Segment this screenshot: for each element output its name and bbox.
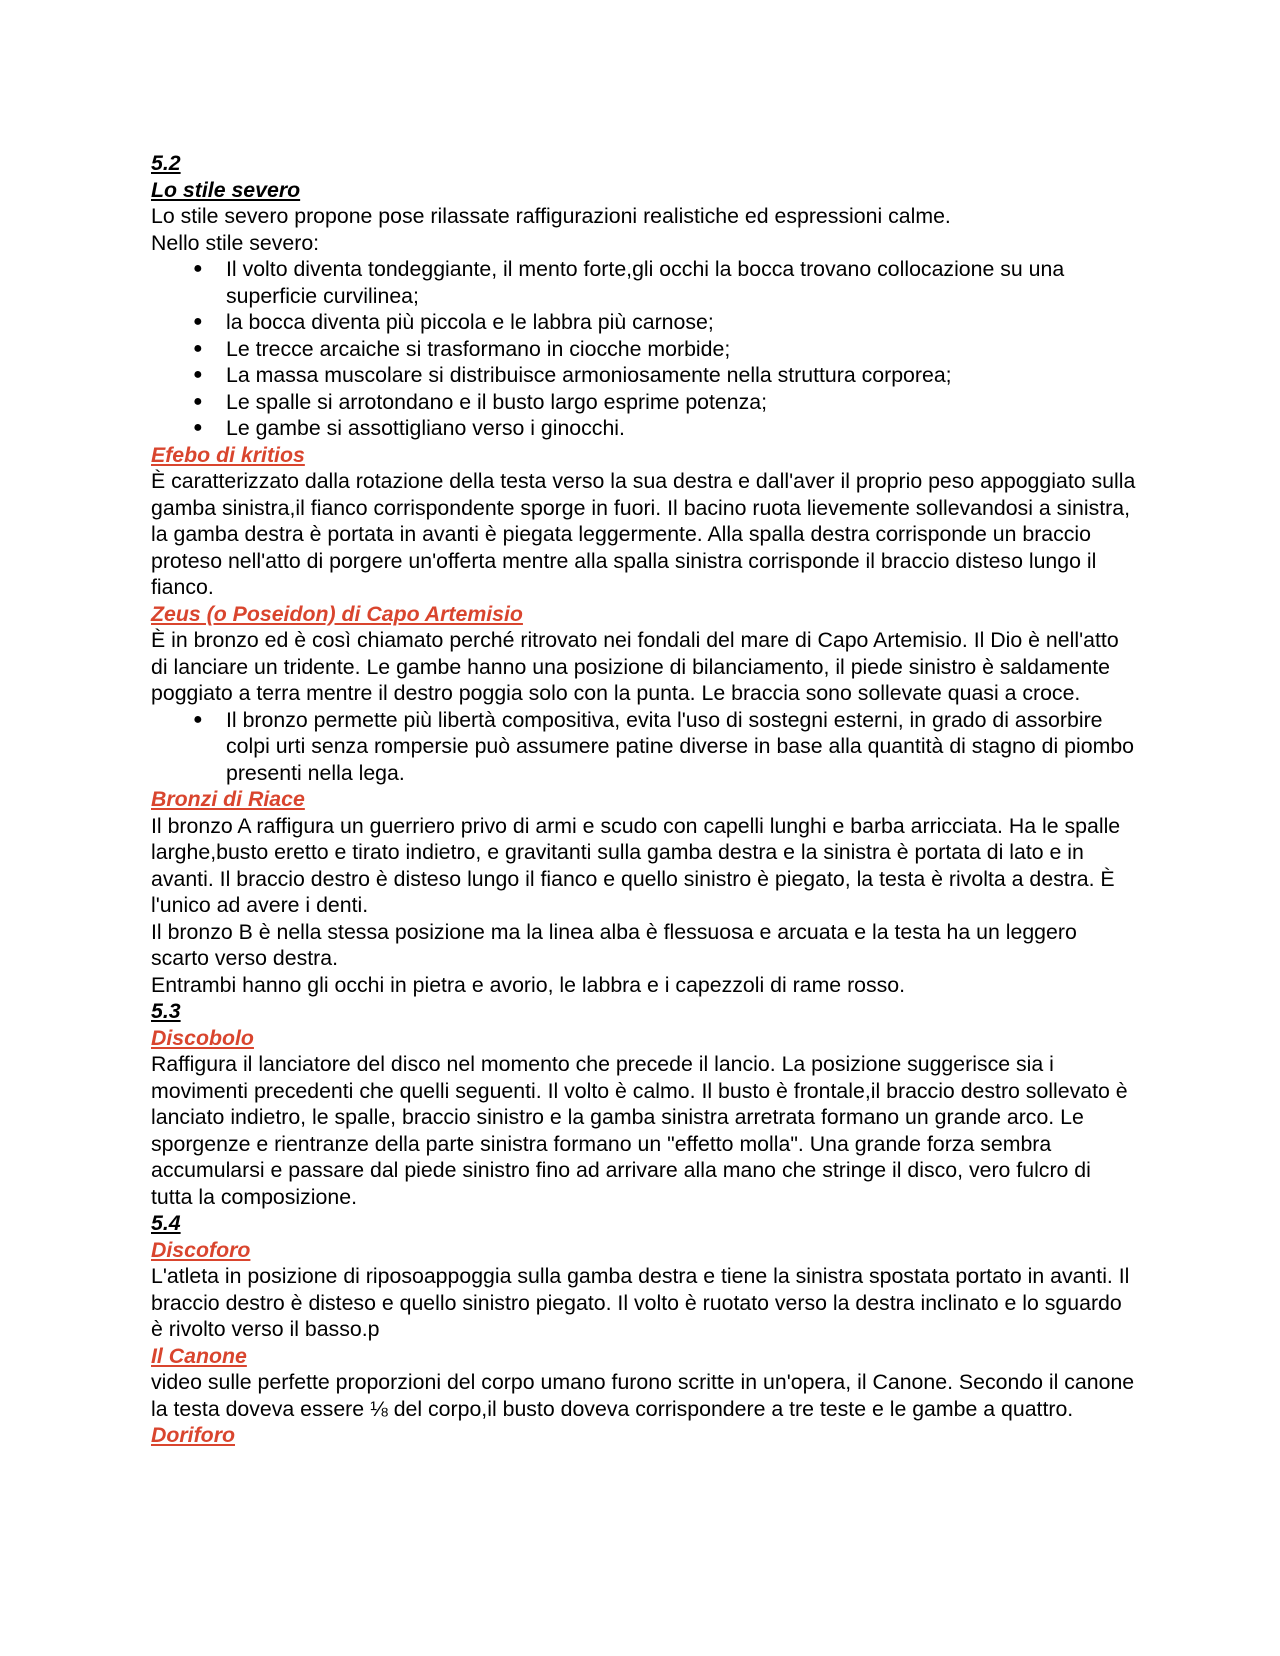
list-item-text: La massa muscolare si distribuisce armoniosamente nella struttura corporea; — [226, 363, 952, 387]
section-number: 5.2 — [151, 151, 181, 175]
subsection-title-zeus: Zeus (o Poseidon) di Capo Artemisio — [151, 601, 523, 626]
bullet-icon: ● — [193, 339, 203, 357]
bullet-icon: ● — [193, 419, 203, 436]
section-number: 5.3 — [151, 999, 181, 1023]
document-page — [151, 150, 1136, 1449]
subsection-title-discobolo: Discobolo — [151, 1025, 254, 1050]
bullet-icon: ● — [193, 710, 203, 728]
bullet-icon: ● — [193, 392, 203, 410]
list-item-text: Il volto diventa tondeggiante, il mento forte,gli occhi la bocca trovano collocazione su una superficie curvilinea; — [226, 257, 1065, 308]
list-item — [151, 309, 1136, 336]
subsection-title-discoforo: Discoforo — [151, 1237, 251, 1262]
paragraph: Entrambi hanno gli occhi in pietra e avorio, le labbra e i capezzoli di rame rosso. — [151, 972, 906, 997]
paragraph: L'atleta in posizione di riposoappoggia sulla gamba destra e tiene la sinistra spostata portato in avanti. Il braccio destro è disteso e quello sinistro piegato. Il volto è ruotato verso la destra inclinato e lo sguardo è rivolto verso il basso.p — [151, 1264, 1130, 1341]
subsection-title-canone: Il Canone — [151, 1343, 247, 1368]
subsection-title-riace: Bronzi di Riace — [151, 787, 305, 811]
list-item-text: Il bronzo permette più libertà compositiva, evita l'uso di sostegni esterni, in grado di assorbire colpi urti senza rompersie può assumere patine diverse in base alla quantità di stagno di piombo presenti nella lega. — [226, 707, 1135, 785]
bullet-icon: ● — [193, 313, 203, 330]
paragraph: Raffigura il lanciatore del disco nel momento che precede il lancio. La posizione suggerisce sia i movimenti precedenti che quelli seguenti. Il volto è calmo. Il busto è frontale,il braccio destro sollevato è lanciato indietro, le spalle, braccio sinistro e la gamba sinistra arretrata formano un grande arco. Le sporgenze e rientranze della parte sinistra formano un "effetto molla". Una grande forza sembra accumularsi e passare dal piede sinistro fino ad arrivare alla mano che stringe il disco, vero fulcro di tutta la composizione. — [151, 1052, 1128, 1209]
list-item-text: Le gambe si assottigliano verso i ginocchi. — [226, 416, 625, 440]
subsection-title-doriforo: Doriforo — [151, 1423, 235, 1447]
subsection-title-efebo: Efebo di kritios — [151, 442, 305, 467]
list-item-text: la bocca diventa più piccola e le labbra più carnose; — [226, 310, 714, 334]
list-item — [151, 415, 1136, 442]
list-item — [151, 362, 1136, 389]
bullet-icon: ● — [193, 366, 203, 383]
list-item — [151, 256, 1136, 309]
paragraph: Il bronzo B è nella stessa posizione ma la linea alba è flessuosa e arcuata e la testa ha un leggero scarto verso destra. — [151, 919, 1077, 970]
paragraph: video sulle perfette proporzioni del corpo umano furono scritte in un'opera, il Canone. Secondo il canone la testa doveva essere ⅛ del corpo,il busto doveva corrispondere a tre teste e le gambe a quattro. — [151, 1370, 1135, 1421]
list-item — [151, 336, 1136, 363]
paragraph: Il bronzo A raffigura un guerriero privo di armi e scudo con capelli lunghi e barba arricciata. Ha le spalle larghe,busto eretto e tirato indietro, e gravitanti sulla gamba destra e la sinistra è portata di lato e in avanti. Il braccio destro è disteso lungo il fianco e quello sinistro è piegato, la testa è rivolta a destra. È l'unico ad avere i denti. — [151, 813, 1121, 917]
list-item — [151, 389, 1136, 416]
paragraph: È in bronzo ed è così chiamato perché ritrovato nei fondali del mare di Capo Artemisio. Il Dio è nell'atto di lanciare un tridente. Le gambe hanno una posizione di bilanciamento, il piede sinistro è saldamente poggiato a terra mentre il destro poggia solo con la punta. Le braccia sono sollevate quasi a croce. — [151, 628, 1119, 705]
bullet-icon: ● — [193, 260, 203, 277]
section-title: Lo stile severo — [151, 177, 301, 202]
bullet-list — [151, 256, 1136, 442]
bullet-list — [151, 707, 1136, 787]
list-item-text: Le trecce arcaiche si trasformano in ciocche morbide; — [226, 336, 731, 361]
paragraph: Nello stile severo: — [151, 230, 320, 255]
list-item — [151, 707, 1136, 787]
paragraph: È caratterizzato dalla rotazione della testa verso la sua destra e dall'aver il proprio peso appoggiato sulla gamba sinistra,il fianco corrispondente sporge in fuori. Il bacino ruota lievemente sollevandosi a sinistra, la gamba destra è portata in avanti è piegata leggermente. Alla spalla destra corrisponde un braccio proteso nell'atto di porgere un'offerta mentre alla spalla sinistra corrisponde il braccio disteso lungo il fianco. — [151, 469, 1136, 599]
paragraph: Lo stile severo propone pose rilassate raffigurazioni realistiche ed espressioni calme. — [151, 204, 951, 228]
list-item-text: Le spalle si arrotondano e il busto largo esprime potenza; — [226, 389, 768, 414]
section-number: 5.4 — [151, 1211, 181, 1235]
